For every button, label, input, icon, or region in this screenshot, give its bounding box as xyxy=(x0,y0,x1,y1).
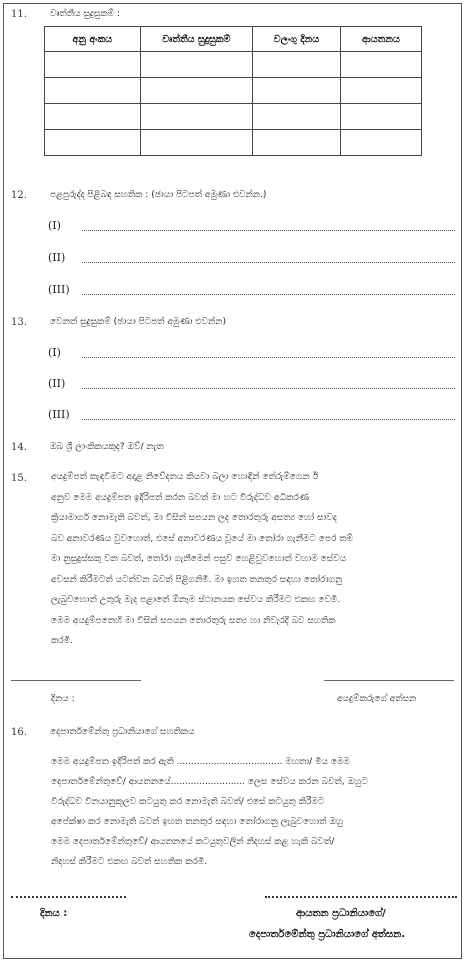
section-14-question: ඔබ ශ්‍රී ලාංකිකයකුද? ඔව්/ නැත xyxy=(50,442,164,452)
table-cell[interactable] xyxy=(253,130,341,156)
certificate-line: මෙම දෙපාර්තමේන්තුවේ/ ආයතනයේ කටයුතුවලින් නිදහස් කළ හැකි බවත්/ xyxy=(51,837,335,847)
col-header-serial: අනු අංකය xyxy=(45,27,141,52)
declaration-line: අයදුම්පත් කැඳවීමට අදාළ නිවේදනය කියවා බලා හොඳින් තේරුම්ගෙන ඊ xyxy=(51,472,319,482)
table-row xyxy=(45,52,422,78)
section-12-number: 12. xyxy=(11,190,27,201)
table-cell[interactable] xyxy=(340,52,421,78)
head-signature-label-1: ආයතන ප්‍රධානියාගේ/ xyxy=(296,908,386,919)
section-15-number: 15. xyxy=(11,473,27,484)
qualifications-table xyxy=(44,26,422,156)
applicant-date-label: දිනය : xyxy=(51,694,75,704)
applicant-signature-line[interactable] xyxy=(324,680,454,681)
head-date-label: දිනය : xyxy=(40,908,68,919)
experience-item-1-label: (I) xyxy=(48,219,61,232)
applicant-date-line[interactable] xyxy=(11,680,141,681)
applicant-signature-label: අයදුම්කරුගේ අත්සන xyxy=(337,694,417,704)
certificate-line: විරුද්ධව විනයානුකූලව කටයුතු කර නොමැති බවත්/ එසේ කටයුතු කිරීමට xyxy=(51,797,325,807)
table-cell[interactable] xyxy=(45,104,141,130)
section-14-number: 14. xyxy=(11,442,27,453)
other-item-1-line[interactable] xyxy=(82,357,455,358)
certificate-line: නිදහස් කිරීමට එකඟ බවත් සහතික කරමි. xyxy=(51,857,208,867)
experience-item-2-label: (II) xyxy=(48,251,66,264)
col-header-institution: ආයතනය xyxy=(340,27,421,52)
experience-item-1-line[interactable] xyxy=(82,230,455,231)
certificate-line: අපේක්ෂා කර නොමැති බවත් ඉහත තනතුර සඳහා තෝරාගනු ලැබුවහොත් ඔහු xyxy=(51,817,344,827)
declaration-line: අනුව මෙම අයදුම්පත ඉදිරිපත් කරන බවත් මා හට විරුද්ධව අධිකරණ xyxy=(51,492,309,503)
table-cell[interactable] xyxy=(140,104,252,130)
table-row xyxy=(45,78,422,104)
table-cell[interactable] xyxy=(340,78,421,104)
other-item-3-line[interactable] xyxy=(82,419,455,420)
experience-item-3-line[interactable] xyxy=(82,294,455,295)
section-16-title: දෙපාර්තමේන්තු ප්‍රධානියාගේ සහතිකය xyxy=(50,727,195,737)
table-cell[interactable] xyxy=(140,78,252,104)
other-item-2-line[interactable] xyxy=(82,388,455,389)
certificate-line: දෙපාර්තමේන්තුවේ/ ආයතනයේ.......................... ලෙස සේවය කරන බවත්, ඔහුට xyxy=(51,777,368,787)
table-cell[interactable] xyxy=(340,104,421,130)
experience-item-3-label: (III) xyxy=(48,283,70,296)
head-certificate-paragraph xyxy=(51,752,453,872)
experience-item-2-line[interactable] xyxy=(82,262,455,263)
table-row xyxy=(45,104,422,130)
declaration-line: මෙම අයදුම්පතෙහි මා විසින් සපයන තොරතුරු සත්‍ය හා නිවැරදි බව සහතික xyxy=(51,615,336,626)
table-cell[interactable] xyxy=(140,130,252,156)
head-signature-line[interactable] xyxy=(265,896,457,898)
other-item-2-label: (II) xyxy=(48,377,66,390)
col-header-qualification: වෘත්තීය සුදුසුකම් xyxy=(140,27,252,52)
section-12-title: පළපුරුද්ද පිළිබඳ සහතික : (ඡායා පිටපත් අමුණා එවන්න.) xyxy=(50,190,267,200)
declaration-line: බව අනාවරණය වුවහොත්, එසේ අනාවරණය වූයේ මා තෝරා ගැනීමට පෙර තම් xyxy=(51,533,354,544)
table-header-row xyxy=(45,27,422,52)
certificate-line: මෙම අයදුම්පත ඉදිරිපත් කර ඇති ..................................... මහතා/ මිය මෙම xyxy=(51,757,350,767)
table-cell[interactable] xyxy=(45,130,141,156)
declaration-line: කරමි. xyxy=(51,636,74,646)
head-signature-label-2: දෙපාර්තමේන්තු ප්‍රධානියාගේ අත්සන. xyxy=(249,929,406,940)
section-16-number: 16. xyxy=(11,727,27,738)
declaration-paragraph xyxy=(51,467,451,652)
table-cell[interactable] xyxy=(45,78,141,104)
table-cell[interactable] xyxy=(140,52,252,78)
table-cell[interactable] xyxy=(45,52,141,78)
table-cell[interactable] xyxy=(253,78,341,104)
declaration-line: මා නුසුදුස්සකු වන බවත්, තෝරා ගැනීමෙන් පසුව හෙළිවුවහොත් වහාම සේවය xyxy=(51,554,347,564)
table-row xyxy=(45,130,422,156)
head-date-line[interactable] xyxy=(11,896,126,898)
declaration-line: අවසන් කිරීමටත් යටත්වන බවත් පිළිගනිමි. මා ඉහත තනතුර සඳහා තෝරාගනු xyxy=(51,574,343,585)
declaration-line: ලැබුවහොත් උතුරු මැද පළාතේ ඕනෑම ස්ථානයක සේවය කිරීමට එකඟ වෙමි. xyxy=(51,595,341,605)
table-cell[interactable] xyxy=(253,104,341,130)
section-11-title: වෘත්තීය සුදුසුකම් : xyxy=(50,9,120,19)
table-cell[interactable] xyxy=(340,130,421,156)
section-13-title: වෙනත් සුදුසුකම් (ඡායා පිටපත් අමුණා එවන්න) xyxy=(50,317,226,327)
section-11-number: 11. xyxy=(11,9,27,20)
col-header-valid-date: වලංගු දිනය xyxy=(253,27,341,52)
other-item-1-label: (I) xyxy=(48,346,61,359)
section-13-number: 13. xyxy=(11,317,27,328)
table-cell[interactable] xyxy=(253,52,341,78)
other-item-3-label: (III) xyxy=(48,408,70,421)
declaration-line: ක්‍රියාමාර්ග නොමැති බවත්, මා විසින් සපයන ලද තොරතුරු අසත්‍ය හෝ සාවද xyxy=(51,513,337,523)
